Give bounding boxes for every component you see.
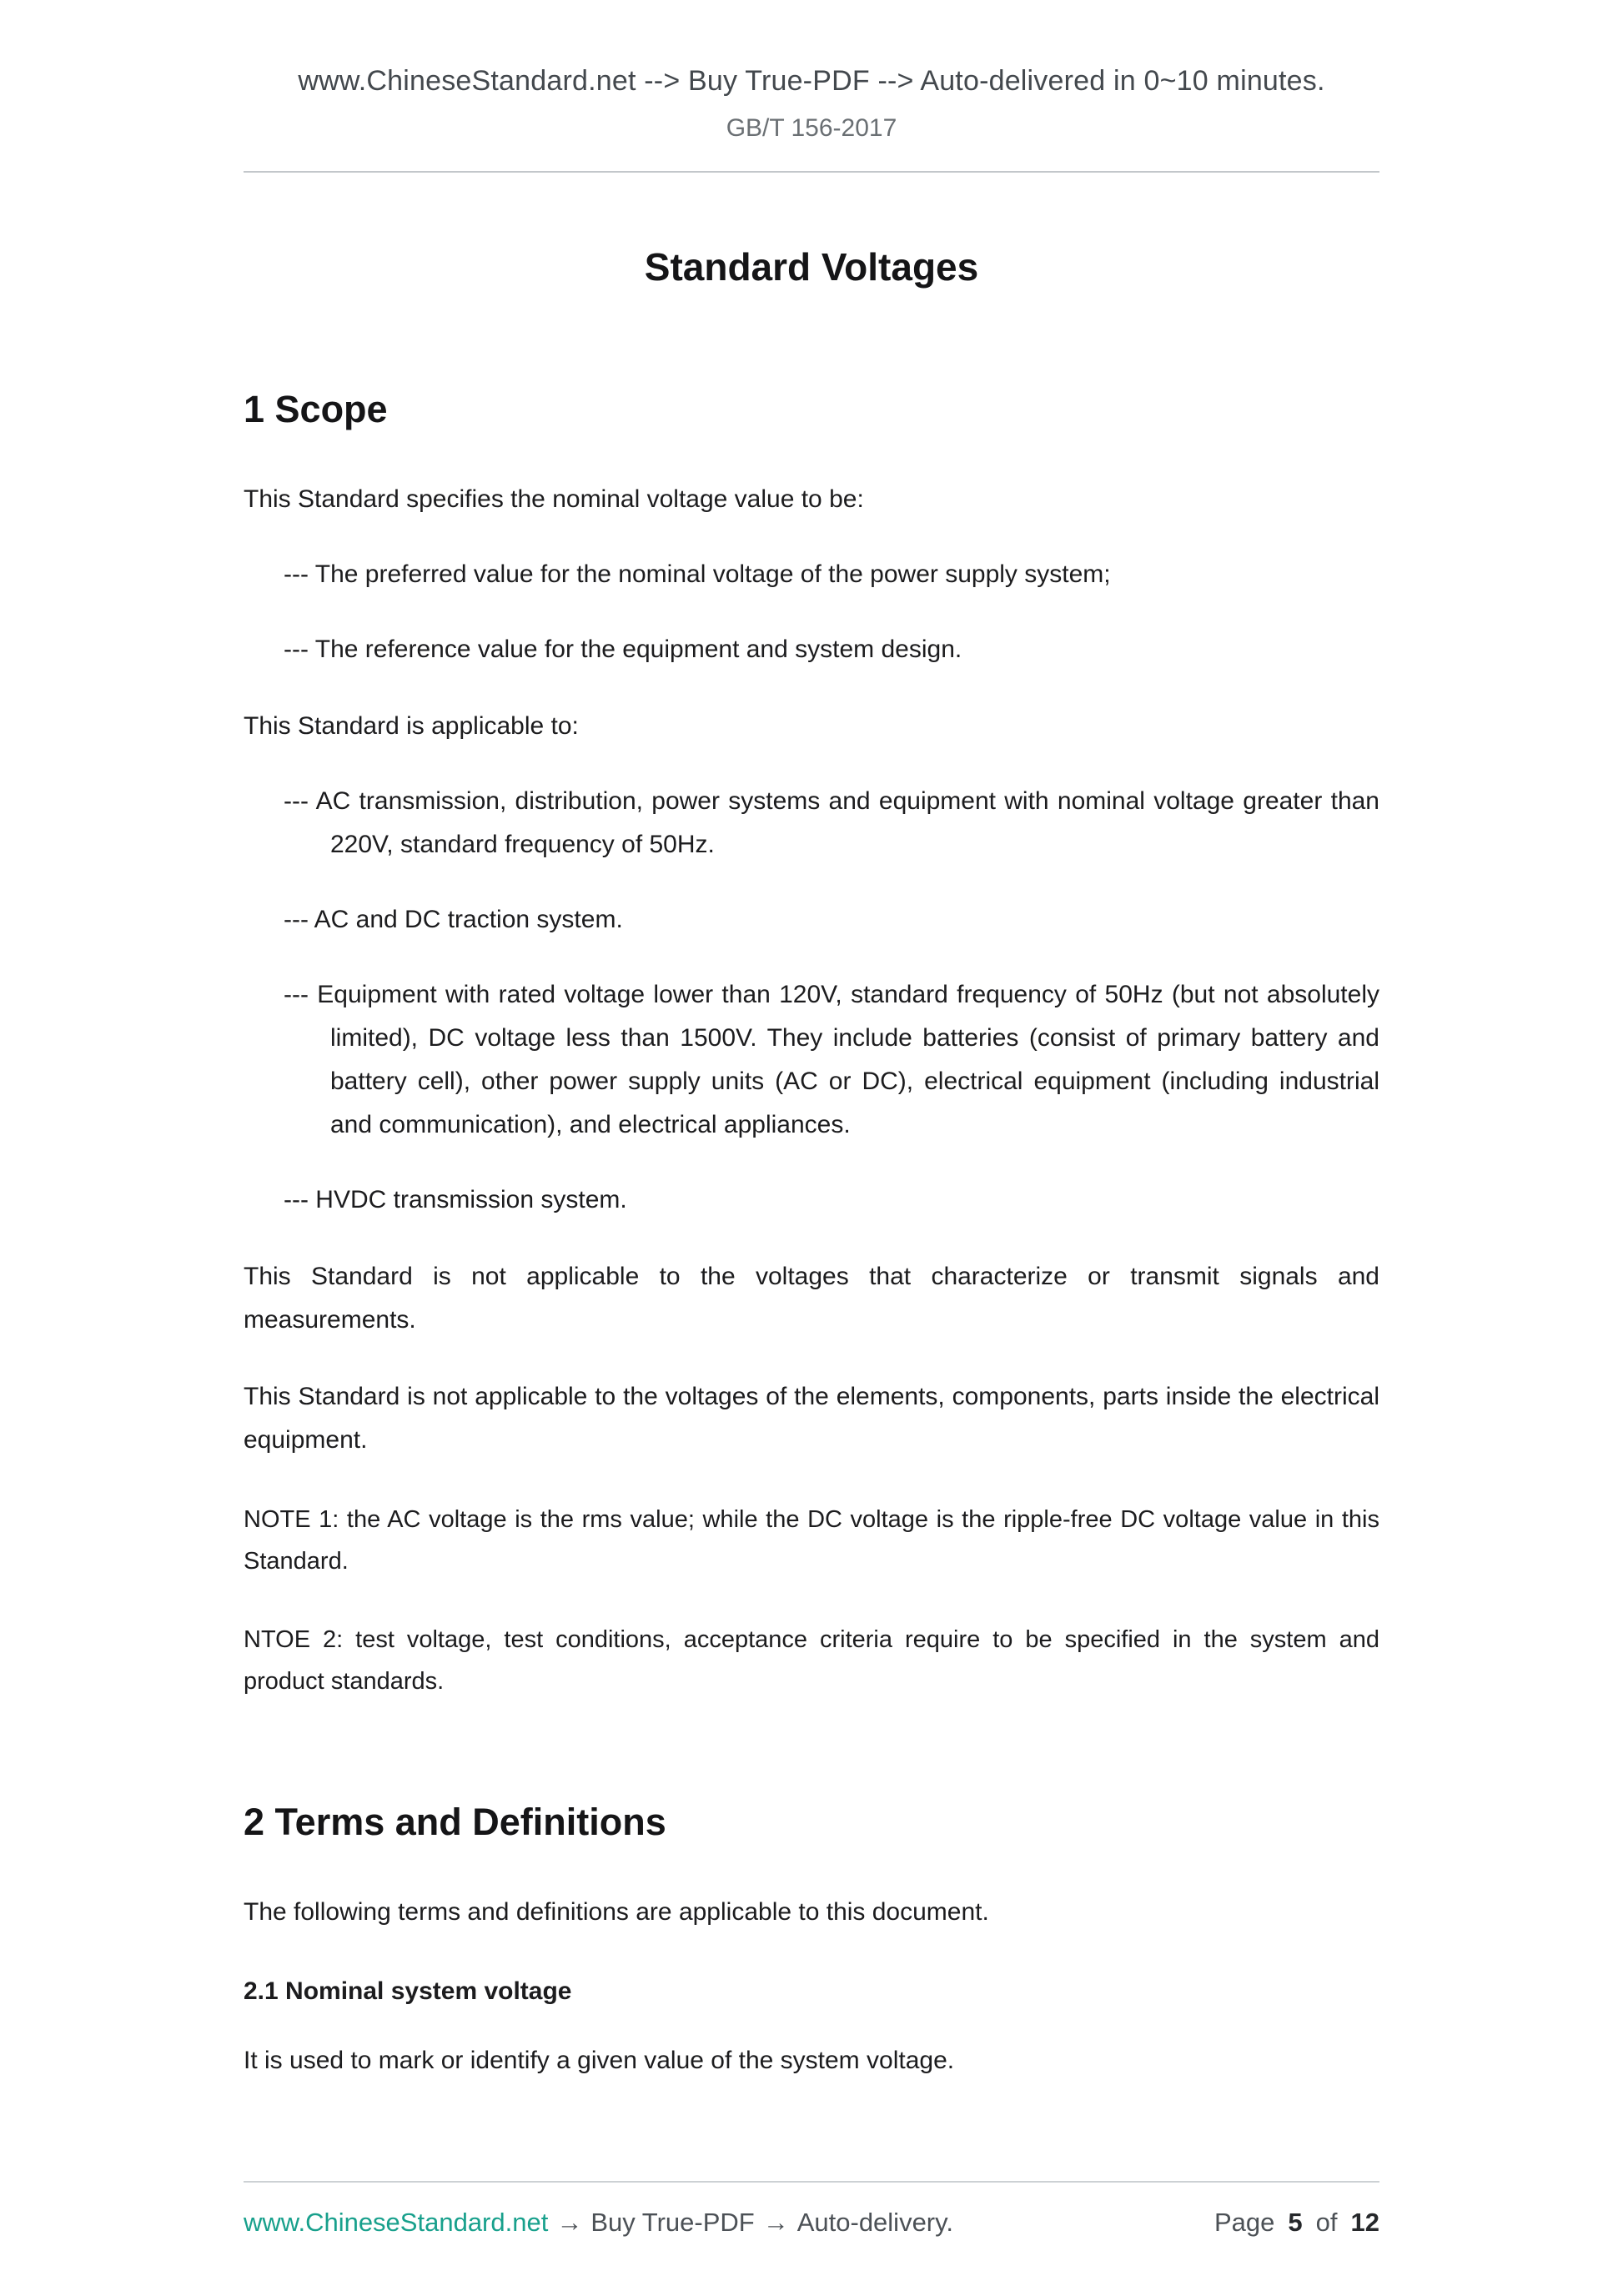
footer-left bbox=[244, 2208, 953, 2238]
header-banner: www.ChineseStandard.net --> Buy True-PDF --> Auto-delivered in 0~10 minutes. bbox=[298, 65, 1325, 97]
subsection-2-1-body: It is used to mark or identify a given value of the system voltage. bbox=[244, 2047, 955, 2074]
bullet-item: --- The reference value for the equipment and system design. bbox=[284, 636, 962, 663]
section-1-heading: 1 Scope bbox=[244, 388, 388, 430]
bullet-item: --- AC and DC traction system. bbox=[284, 906, 623, 933]
page-indicator bbox=[1214, 2208, 1379, 2238]
header-doc-code: GB/T 156-2017 bbox=[726, 114, 897, 142]
bullet-item: --- HVDC transmission system. bbox=[284, 1186, 627, 1213]
not-applicable-signals-paragraph: This Standard is not applicable to the voltages that characterize or transmit signals and measurements. bbox=[244, 1263, 1379, 1334]
bullet-item: --- The preferred value for the nominal voltage of the power supply system; bbox=[284, 560, 1111, 588]
footer-buy-label: Buy True-PDF bbox=[590, 2208, 755, 2237]
terms-intro-paragraph: The following terms and definitions are applicable to this document. bbox=[244, 1898, 989, 1926]
scope-specifies-paragraph: This Standard specifies the nominal voltage value to be: bbox=[244, 485, 864, 513]
section-2-heading: 2 Terms and Definitions bbox=[244, 1801, 666, 1843]
page-header bbox=[0, 0, 1623, 173]
subsection-2-1-heading: 2.1 Nominal system voltage bbox=[244, 1977, 572, 2005]
bullet-item: --- AC transmission, distribution, power systems and equipment with nominal voltage greater than 220V, standard frequency of 50Hz. bbox=[284, 787, 1379, 858]
note-2-paragraph: NTOE 2: test voltage, test conditions, acceptance criteria require to be specified in the system and product standards. bbox=[244, 1626, 1379, 1695]
of-word: of bbox=[1315, 2208, 1338, 2237]
document-content bbox=[0, 244, 1623, 2082]
footer-delivery-label: Auto-delivery. bbox=[796, 2208, 953, 2237]
footer-arrow-icon: → bbox=[762, 2208, 789, 2237]
scope-applicable-paragraph: This Standard is applicable to: bbox=[244, 712, 579, 740]
footer-rule bbox=[244, 2181, 1379, 2183]
not-applicable-elements-paragraph: This Standard is not applicable to the voltages of the elements, components, parts inside the electrical equipment. bbox=[244, 1383, 1379, 1454]
footer-row bbox=[244, 2208, 1379, 2238]
page-footer bbox=[244, 2181, 1379, 2238]
document-title: Standard Voltages bbox=[644, 245, 979, 289]
header-rule bbox=[244, 171, 1379, 173]
note-1-paragraph: NOTE 1: the AC voltage is the rms value; while the DC voltage is the ripple-free DC voltage value in this Standard. bbox=[244, 1506, 1379, 1575]
footer-arrow-icon: → bbox=[556, 2208, 583, 2237]
footer-site-link[interactable]: www.ChineseStandard.net bbox=[244, 2208, 549, 2237]
total-page-number: 12 bbox=[1350, 2208, 1379, 2237]
bullet-item: --- Equipment with rated voltage lower than 120V, standard frequency of 50Hz (but not absolutely limited), DC voltage less than 1500V. They include batteries (consist of primary battery and battery cell), other power supply units (AC or DC), electrical equipment (including industrial and communication), and electrical appliances. bbox=[284, 981, 1379, 1138]
current-page-number: 5 bbox=[1288, 2208, 1303, 2237]
page-word: Page bbox=[1214, 2208, 1275, 2237]
